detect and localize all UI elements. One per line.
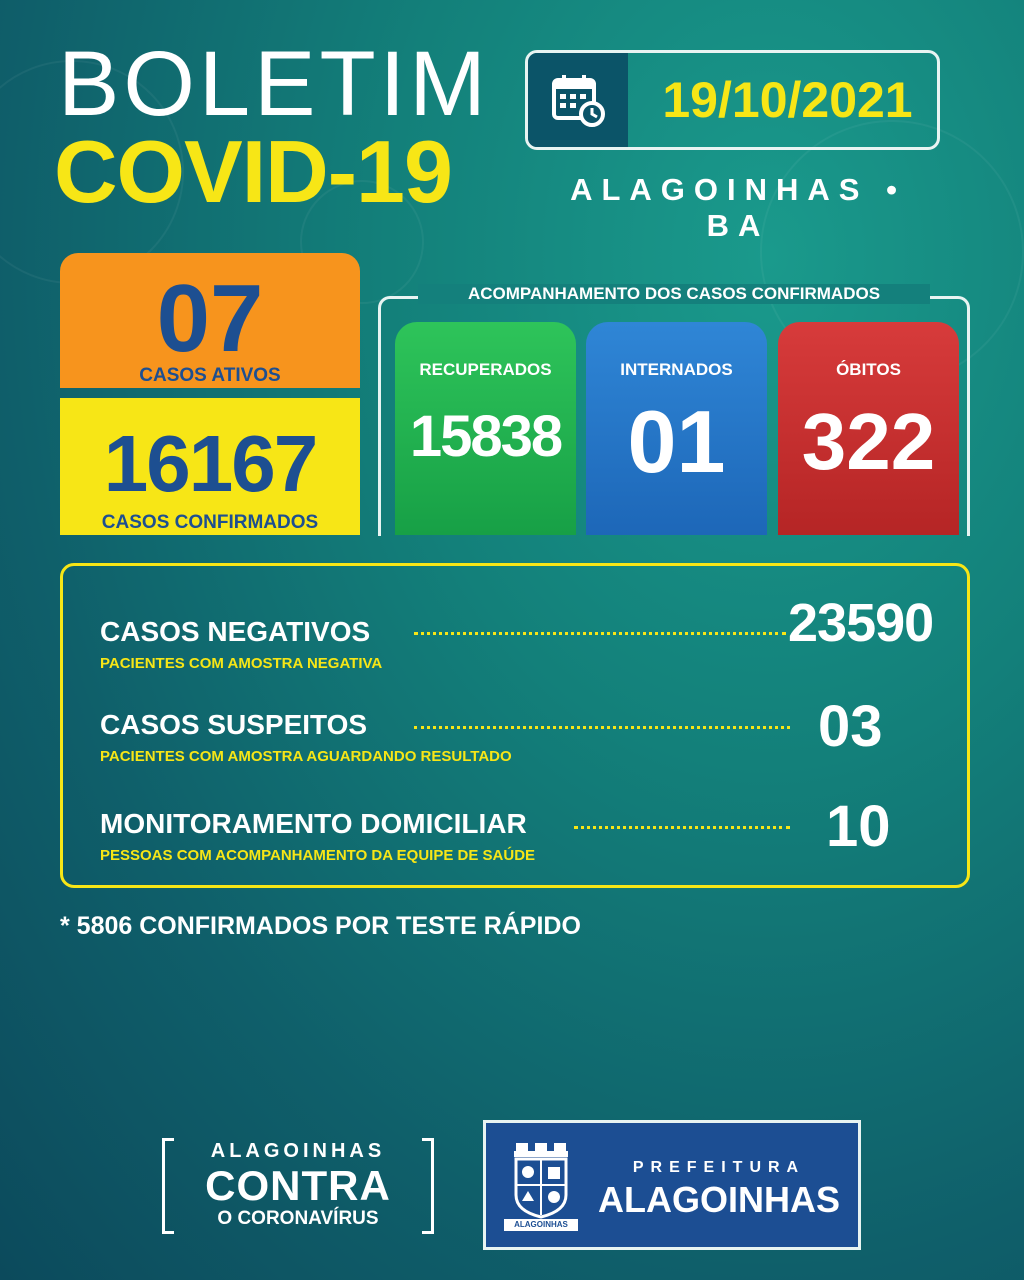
- deaths-value: 322: [801, 397, 936, 486]
- active-cases-value: 07: [156, 265, 264, 372]
- bulletin-date: 19/10/2021: [662, 72, 913, 128]
- hospitalized-label: INTERNADOS: [620, 360, 733, 379]
- recovered-card: [395, 322, 576, 535]
- negative-cases-value: 23590: [788, 593, 934, 653]
- home-monitoring-title: MONITORAMENTO DOMICILIAR: [100, 808, 527, 839]
- deaths-label: ÓBITOS: [836, 360, 901, 379]
- prefeitura-logo: [483, 1120, 861, 1250]
- recovered-label: RECUPERADOS: [419, 360, 552, 379]
- dotted-leader: [414, 726, 790, 729]
- suspect-cases-value: 03: [818, 694, 883, 759]
- suspect-cases-subtitle: PACIENTES COM AMOSTRA AGUARDANDO RESULTADO: [100, 748, 512, 765]
- active-cases-card: [60, 253, 360, 388]
- prefeitura-line2: ALAGOINHAS: [598, 1179, 840, 1220]
- rapid-test-footnote: * 5806 CONFIRMADOS POR TESTE RÁPIDO: [60, 912, 581, 940]
- hospitalized-value: 01: [627, 392, 726, 491]
- suspect-cases-title: CASOS SUSPEITOS: [100, 709, 368, 740]
- hospitalized-card: [586, 322, 767, 535]
- dotted-leader: [574, 826, 790, 829]
- tracking-panel-title: ACOMPANHAMENTO DOS CASOS CONFIRMADOS: [418, 284, 930, 304]
- negative-cases-title: CASOS NEGATIVOS: [100, 616, 371, 647]
- title-boletim: BOLETIM: [58, 33, 490, 135]
- active-cases-label: CASOS ATIVOS: [139, 365, 281, 386]
- recovered-value: 15838: [409, 404, 562, 469]
- title-covid: COVID-19: [54, 122, 452, 221]
- home-monitoring-subtitle: PESSOAS COM ACOMPANHAMENTO DA EQUIPE DE SAÚDE: [100, 847, 536, 864]
- confirmed-cases-card: [60, 398, 360, 535]
- home-monitoring-value: 10: [826, 794, 891, 859]
- campaign-line2: CONTRA: [205, 1162, 391, 1209]
- campaign-line1: ALAGOINHAS: [210, 1140, 386, 1162]
- dotted-leader: [414, 632, 786, 635]
- campaign-line3: O CORONAVÍRUS: [217, 1208, 379, 1229]
- negative-cases-subtitle: PACIENTES COM AMOSTRA NEGATIVA: [100, 655, 383, 672]
- confirmed-cases-value: 16167: [103, 419, 317, 508]
- crest-ribbon: ALAGOINHAS: [504, 1219, 578, 1231]
- city-label: ALAGOINHAS • BA: [570, 172, 906, 243]
- date-box: [525, 50, 940, 150]
- campaign-logo: [162, 1138, 434, 1234]
- confirmed-cases-label: CASOS CONFIRMADOS: [101, 512, 319, 533]
- calendar-clock-icon: [528, 53, 628, 147]
- crest-emblem-icon: [510, 1141, 572, 1231]
- deaths-card: [778, 322, 959, 535]
- prefeitura-line1: PREFEITURA: [632, 1159, 806, 1176]
